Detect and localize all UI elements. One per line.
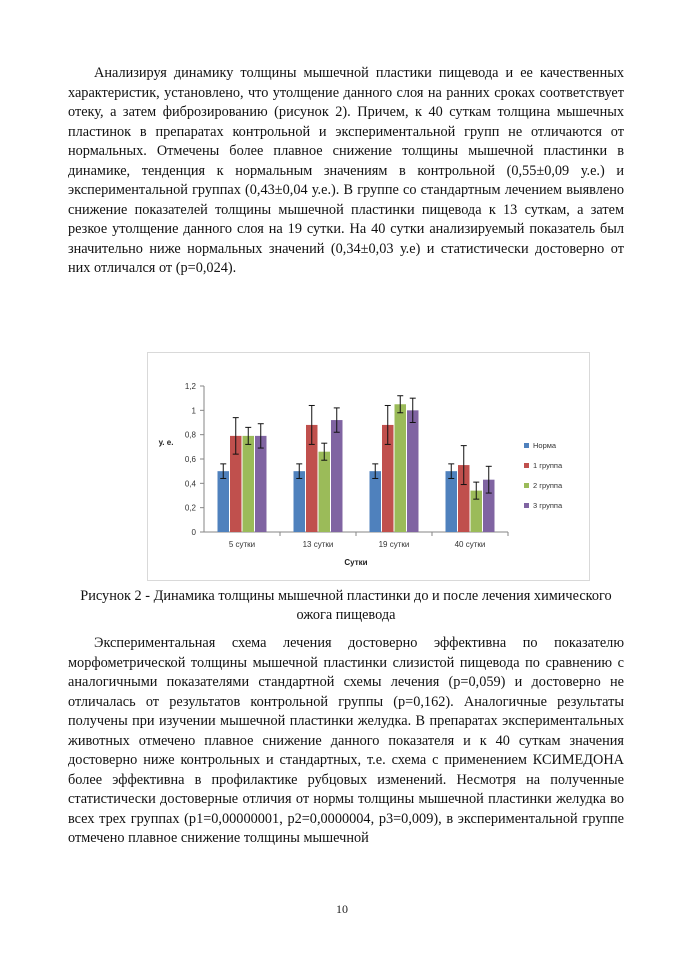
bar bbox=[294, 471, 306, 532]
legend-label: 3 группа bbox=[533, 501, 563, 510]
bar bbox=[446, 471, 458, 532]
paragraph-1: Анализируя динамику толщины мышечной пластики пищевода и ее качественных характеристик, установлено, что утолщение данного слоя на ранних сроках соответствует отеку, а затем фиброзированию (рисунок 2). Причем, к 40 суткам толщина мышечных пластинок в препаратах контрольной и экспериментальной групп не отличаются от нормальных. Отмечены более плавное снижение толщины мышечной пластинки в динамике, тенденция к нормальным значениям в контрольной (0,55±0,09 у.е.) и экспериментальной группах (0,43±0,04 у.е.). В группе со стандартным лечением выявлено снижение показателей толщины мышечной пластинки пищевода к 13 суткам, а затем резкое утолщение данного слоя на 19 сутки. На 40 сутки анализируемый показатель был значительно ниже нормальных значений (0,34±0,03 у.е) и статистически достоверно от них отличался от (р=0,024). bbox=[68, 65, 624, 276]
bar bbox=[370, 471, 382, 532]
y-tick-label: 0,8 bbox=[184, 430, 196, 440]
bar-chart bbox=[148, 353, 589, 580]
y-tick-label: 0 bbox=[191, 528, 196, 537]
legend-swatch bbox=[524, 483, 529, 488]
chart-legend bbox=[524, 441, 563, 510]
legend-swatch bbox=[524, 463, 529, 468]
page-number: 10 bbox=[336, 902, 348, 916]
x-axis-label: Сутки bbox=[344, 558, 368, 567]
legend-swatch bbox=[524, 503, 529, 508]
legend-label: 2 группа bbox=[533, 481, 563, 490]
y-axis-label: у. е. bbox=[158, 438, 174, 447]
y-tick-label: 1,2 bbox=[184, 382, 196, 391]
x-tick-label: 5 сутки bbox=[228, 540, 256, 549]
x-tick-label: 13 сутки bbox=[302, 540, 334, 549]
legend-label: Норма bbox=[533, 441, 557, 450]
y-tick-label: 1 bbox=[191, 406, 196, 416]
bar bbox=[331, 420, 343, 532]
legend-label: 1 группа bbox=[533, 461, 563, 470]
figure-caption: Рисунок 2 - Динамика толщины мышечной пластинки до и после лечения химического ожога пищевода bbox=[80, 588, 612, 623]
figure-chart-frame bbox=[147, 352, 590, 581]
bar bbox=[243, 436, 255, 532]
bar bbox=[319, 452, 331, 532]
bar bbox=[395, 404, 407, 532]
bar bbox=[255, 436, 267, 532]
bar bbox=[218, 471, 230, 532]
y-tick-label: 0,6 bbox=[184, 455, 196, 464]
paragraph-2: Экспериментальная схема лечения достоверно эффективна по показателю морфометрической толщины мышечной пластинки слизистой пищевода по сравнению с аналогичными показателями стандартной схемы лечения (р=0,059) и достоверно не отличалась от результатов контрольной группы (р=0,162). Аналогичные результаты получены при изучении мышечной пластинки желудка. В препаратах экспериментальных животных отмечено плавное снижение данного показателя и к 40 суткам значения достоверно ниже контрольных и стандартных, т.е. схема с применением КСИМЕДОНА более эффективна в профилактике рубцовых изменений. Несмотря на полученные статистически достоверные отличия от нормы толщины мышечной пластинки желудка во всех трех группах (р1=0,00000001, р2=0,0000004, р3=0,009), в экспериментальной группе отмечено плавное снижение толщины мышечной bbox=[68, 635, 624, 846]
y-tick-label: 0,4 bbox=[184, 479, 196, 489]
x-tick-label: 19 сутки bbox=[378, 540, 410, 549]
y-tick-label: 0,2 bbox=[184, 503, 196, 513]
bar bbox=[407, 410, 419, 532]
x-tick-label: 40 сутки bbox=[454, 540, 486, 549]
legend-swatch bbox=[524, 443, 529, 448]
